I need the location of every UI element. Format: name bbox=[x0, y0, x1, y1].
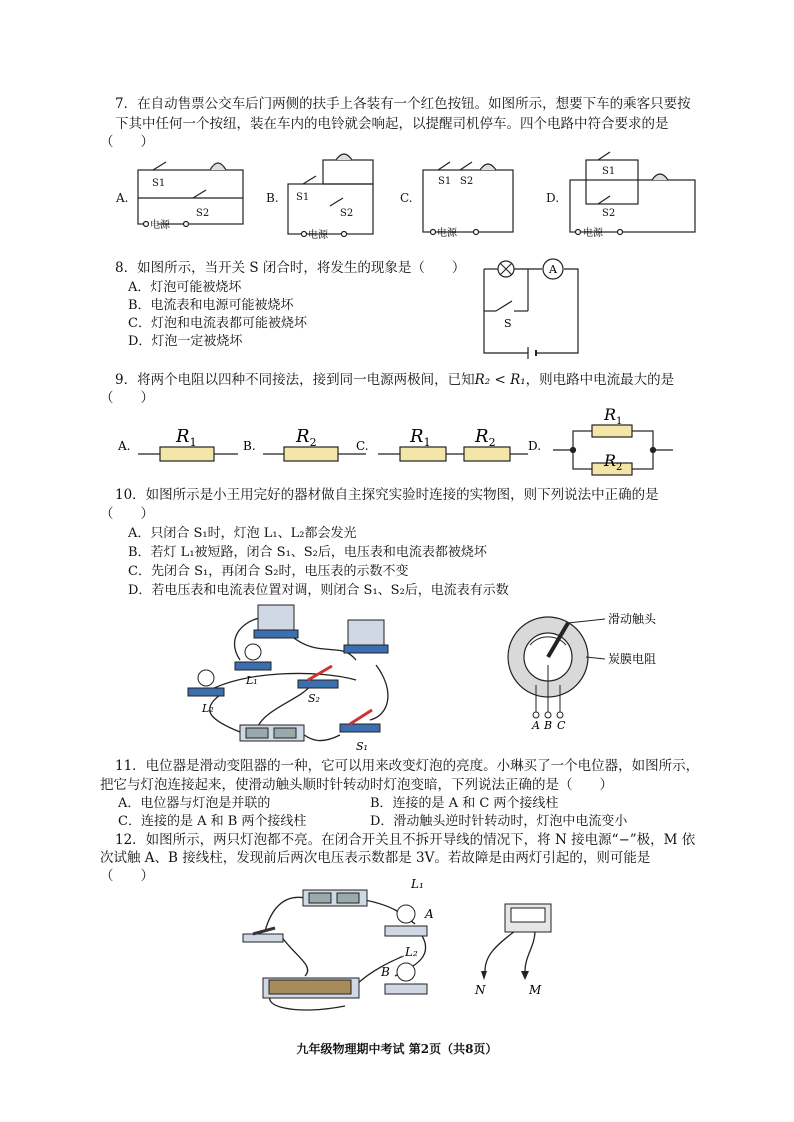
q11-terminal-c: C bbox=[557, 719, 566, 730]
q8-switch-label: S bbox=[504, 317, 512, 330]
q9-option-a: A. bbox=[118, 439, 131, 453]
q10-physical-circuit bbox=[180, 600, 400, 755]
q11-film-label: 炭膜电阻 bbox=[608, 652, 657, 666]
q7-circuit-diagrams bbox=[108, 150, 708, 245]
q7-option-a: A. bbox=[116, 191, 129, 205]
rheostat-icon bbox=[263, 978, 359, 998]
ammeter-icon bbox=[344, 620, 388, 653]
q11-terminal-a: A bbox=[532, 719, 540, 730]
q9-d-r1: R bbox=[604, 405, 617, 424]
q10-stem: 10．如图所示是小王用完好的器材做自主探究实验时连接的实物图，则下列说法中正确的是 bbox=[115, 487, 659, 503]
q9-option-d: D. bbox=[528, 439, 542, 453]
q7-b-s2: S2 bbox=[340, 208, 354, 219]
q7-b-s1: S1 bbox=[296, 192, 310, 203]
q11-terminal-b: B bbox=[544, 719, 553, 730]
q11-line-2: 把它与灯泡连接起来，使滑动触头顺时针转动时灯泡变暗，下列说法正确的是（ ） bbox=[100, 777, 613, 793]
q11-option-a: A．电位器与灯泡是并联的 bbox=[118, 796, 271, 811]
q7-b-power: 电源 bbox=[308, 230, 328, 241]
q9-option-c: C. bbox=[356, 439, 369, 453]
q8-ammeter-label: A bbox=[549, 263, 557, 276]
q9-stem: 9．将两个电阻以四种不同接法，接到同一电源两极间，已知R₂ < R₁，则电路中电流最大的是 bbox=[115, 372, 675, 388]
q11-option-c: C．连接的是 A 和 B 两个接线柱 bbox=[118, 814, 307, 829]
q10-paren: （ ） bbox=[100, 506, 154, 522]
q7-circuit-d bbox=[570, 152, 695, 235]
battery-icon bbox=[303, 890, 367, 906]
q10-option-c: C．先闭合 S₁，再闭合 S₂时，电压表的示数不变 bbox=[128, 564, 409, 579]
q12-l1-label: L₁ bbox=[411, 877, 424, 891]
lamp-icon bbox=[498, 261, 514, 277]
q9-d-r2: R bbox=[604, 451, 617, 470]
q7-c-s1: S1 bbox=[438, 176, 452, 187]
probe-n-icon bbox=[481, 971, 487, 980]
q12-line-1: 12．如图所示，两只灯泡都不亮。在闭合开关且不拆开导线的情况下，将 N 接电源“−”极，M 依 bbox=[115, 832, 696, 848]
q9-c-r1: R bbox=[410, 426, 424, 447]
q7-d-power: 电源 bbox=[583, 228, 603, 239]
q9-b-r2: R bbox=[296, 426, 310, 447]
q10-option-d: D．若电压表和电流表位置对调，则闭合 S₁、S₂后，电流表有示数 bbox=[128, 583, 509, 598]
q9-a-r1: R bbox=[176, 426, 190, 447]
switch-icon bbox=[243, 928, 283, 942]
svg-text:R1: $R_1$ bbox=[410, 426, 431, 449]
lamp-l1-icon bbox=[235, 644, 271, 670]
q7-line-2: 下其中任何一个按纽，装在车内的电铃就会响起，以提醒司机停车。四个电路中符合要求的是 bbox=[115, 116, 669, 132]
q12-line-2: 次试触 A、B 接线柱，发现前后两次电压表示数都是 3V。若故障是由两灯引起的，则可能是 bbox=[100, 850, 651, 866]
q12-probe-m: M bbox=[529, 983, 542, 997]
q11-option-d: D．滑动触头逆时针转动时，灯泡中电流变小 bbox=[370, 814, 628, 829]
q7-option-d: D. bbox=[546, 191, 560, 205]
probe-m-icon bbox=[521, 971, 529, 980]
q8-stem: 8．如图所示，当开关 S 闭合时，将发生的现象是（ ） bbox=[115, 260, 466, 276]
q8-option-a: A．灯泡可能被烧坏 bbox=[128, 280, 242, 295]
q8-option-d: D．灯泡一定被烧坏 bbox=[128, 334, 243, 349]
switch-s2-icon bbox=[298, 666, 338, 688]
q11-option-b: B．连接的是 A 和 C 两个接线柱 bbox=[370, 796, 559, 811]
q7-circuit-a bbox=[138, 162, 243, 227]
q9-condition: R₂ < R₁ bbox=[474, 372, 526, 388]
voltmeter-icon bbox=[505, 904, 551, 932]
q10-option-b: B．若灯 L₁被短路，闭合 S₁、S₂后，电压表和电流表都被烧坏 bbox=[128, 545, 487, 560]
q11-potentiometer-diagram bbox=[500, 605, 680, 730]
lamp-l2-icon bbox=[188, 670, 224, 696]
q9-option-b: B. bbox=[243, 439, 256, 453]
q7-paren: （ ） bbox=[100, 134, 154, 150]
q11-line-1: 11．电位器是滑动变阻器的一种，它可以用来改变灯泡的亮度。小琳买了一个电位器，如图所示， bbox=[115, 758, 700, 774]
q7-c-s2: S2 bbox=[460, 176, 474, 187]
q7-a-s1: S1 bbox=[152, 178, 166, 189]
q7-d-s2: S2 bbox=[602, 208, 616, 219]
q12-physical-circuit bbox=[235, 876, 595, 1026]
svg-text:R2: $R_2$ bbox=[296, 426, 317, 449]
q10-option-a: A．只闭合 S₁时，灯泡 L₁、L₂都会发光 bbox=[128, 526, 357, 541]
battery-icon bbox=[240, 725, 304, 741]
q7-c-power: 电源 bbox=[437, 228, 457, 239]
svg-text:R2: $R_2$ bbox=[475, 426, 496, 449]
svg-text:R2: $R_2$ bbox=[604, 451, 623, 473]
q12-point-b: B bbox=[381, 965, 390, 979]
q7-d-s1: S1 bbox=[602, 166, 616, 177]
q12-point-a: A bbox=[425, 907, 434, 921]
q7-a-s2: S2 bbox=[196, 208, 210, 219]
q7-circuit-c bbox=[423, 162, 513, 235]
q7-option-b: B. bbox=[266, 191, 279, 205]
q10-l2-label: L₂ bbox=[202, 702, 214, 715]
q12-paren: （ ） bbox=[100, 868, 154, 884]
q10-s1-label: S₁ bbox=[356, 740, 368, 753]
q7-line-1: 7．在自动售票公交车后门两侧的扶手上各装有一个红色按钮。如图所示，想要下车的乘客只要按 bbox=[115, 96, 691, 112]
lamp-l1-icon bbox=[385, 905, 427, 936]
q12-l2-label: L₂ bbox=[405, 945, 418, 959]
q7-a-power: 电源 bbox=[150, 220, 170, 231]
voltmeter-icon bbox=[254, 605, 298, 638]
q11-slider-label: 滑动触头 bbox=[608, 612, 657, 626]
page-footer: 九年级物理期中考试 第2页（共8页） bbox=[296, 1042, 498, 1056]
switch-s1-icon bbox=[340, 710, 380, 732]
svg-text:R1: $R_1$ bbox=[604, 405, 623, 427]
q9-resistor-diagrams bbox=[108, 402, 708, 482]
q8-circuit-diagram bbox=[478, 255, 588, 360]
q9-paren: （ ） bbox=[100, 390, 154, 406]
q8-option-b: B．电流表和电源可能被烧坏 bbox=[128, 298, 294, 313]
q9-c-r2: R bbox=[475, 426, 489, 447]
q7-option-c: C. bbox=[400, 191, 413, 205]
q8-option-c: C．灯泡和电流表都可能被烧坏 bbox=[128, 316, 307, 331]
q12-probe-n: N bbox=[475, 983, 486, 997]
svg-text:R1: $R_1$ bbox=[176, 426, 197, 449]
lamp-l2-icon bbox=[385, 963, 427, 994]
q10-l1-label: L₁ bbox=[246, 674, 258, 687]
q10-s2-label: S₂ bbox=[308, 692, 320, 705]
